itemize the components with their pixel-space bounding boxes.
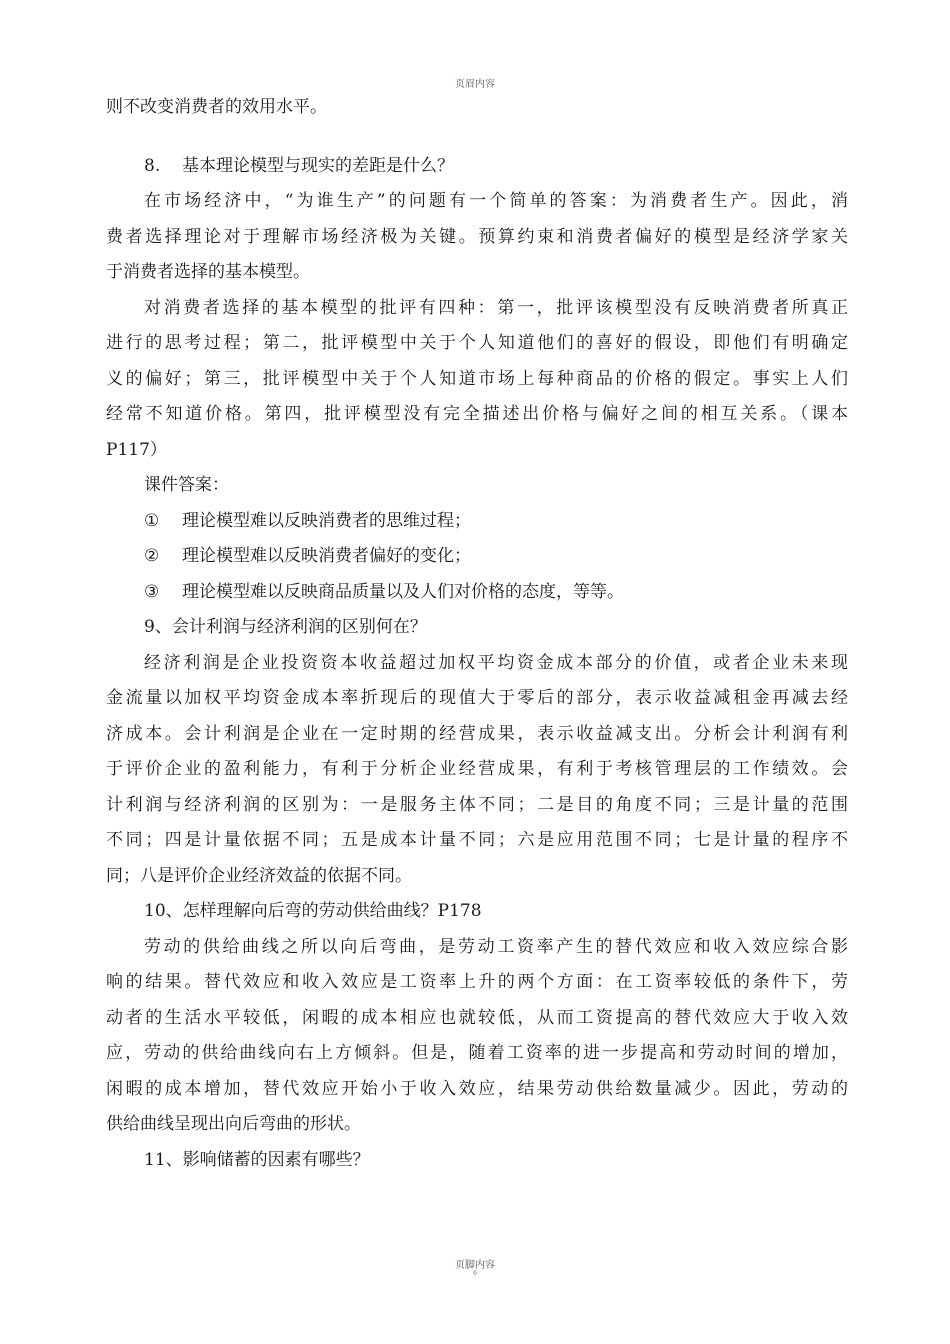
paragraph-line: 响的结果。替代效应和收入效应是工资率上升的两个方面：在工资率较低的条件下，劳 (106, 972, 848, 992)
list-item (106, 504, 848, 540)
list-item (106, 539, 848, 575)
list-item-number: ② (144, 546, 160, 566)
paragraph-line: 闲暇的成本增加，替代效应开始小于收入效应，结果劳动供给数量减少。因此，劳动的 (106, 1078, 848, 1099)
paragraph-line: 计利润与经济利润的区别为：一是服务主体不同；二是目的角度不同；三是计量的范围 (106, 794, 848, 815)
page-header: 页眉内容 (455, 79, 495, 90)
list-item-number: ③ (144, 581, 160, 602)
paragraph-line: 应，劳动的供给曲线向右上方倾斜。但是，随着工资率的进一步提高和劳动时间的增加， (106, 1043, 848, 1063)
paragraph-line: 不同；四是计量依据不同；五是成本计量不同；六是应用范围不同；七是计量的程序不 (106, 830, 848, 850)
paragraph-line: 于评价企业的盈利能力，有利于分析企业经营成果，有利于考核管理层的工作绩效。会 (106, 759, 848, 779)
question-number: 8. (144, 155, 161, 176)
paragraph-line: 则不改变消费者的效用水平。 (106, 97, 327, 117)
question-11-heading: 11、影响储蓄的因素有哪些？ (144, 1149, 370, 1170)
question-text: 基本理论模型与现实的差距是什么？ (182, 155, 454, 176)
paragraph-line: 金流量以加权平均资金成本率折现后的现值大于零后的部分，表示收益减租金再减去经 (106, 688, 848, 708)
list-item-text: 理论模型难以反映商品质量以及人们对价格的态度，等等。 (182, 581, 624, 602)
paragraph-line: 费者选择理论对于理解市场经济极为关键。预算约束和消费者偏好的模型是经济学家关 (106, 226, 848, 247)
question-8-heading (106, 149, 848, 185)
paragraph-line: 进行的思考过程；第二，批评模型中关于个人知道他们的喜好的假设，即他们有明确定 (106, 333, 848, 353)
page-footer: 页脚内容 (455, 1260, 495, 1271)
paragraph-line: 于消费者选择的基本模型。 (106, 262, 310, 282)
question-10-heading: 10、怎样理解向后弯的劳动供给曲线？P178 (144, 901, 482, 921)
list-item-number: ① (144, 510, 160, 531)
paragraph-line: 对消费者选择的基本模型的批评有四种：第一，批评该模型没有反映消费者所真正 (144, 297, 848, 318)
list-item-text: 理论模型难以反映消费者偏好的变化； (182, 546, 471, 566)
paragraph-line: 供给曲线呈现出向后弯曲的形状。 (106, 1114, 361, 1134)
courseware-heading: 课件答案： (144, 475, 229, 495)
paragraph-line: P117） (106, 439, 167, 460)
paragraph-line: 济成本。会计利润是企业在一定时期的经营成果，表示收益减支出。分析会计利润有利 (106, 723, 848, 744)
paragraph-line: 同；八是评价企业经济效益的依据不同。 (106, 865, 412, 886)
list-item (106, 575, 848, 611)
question-9-heading: 9、会计利润与经济利润的区别何在？ (144, 617, 427, 637)
paragraph-line: 义的偏好；第三，批评模型中关于个人知道市场上每种商品的价格的假定。事实上人们 (106, 368, 848, 389)
paragraph-line: 在市场经济中，“为谁生产”的问题有一个简单的答案：为消费者生产。因此，消 (144, 191, 848, 211)
paragraph-line: 动者的生活水平较低，闲暇的成本相应也就较低，从而工资提高的替代效应大于收入效 (106, 1007, 848, 1028)
list-item-text: 理论模型难以反映消费者的思维过程； (182, 510, 471, 531)
page-body (106, 90, 848, 1178)
paragraph-line: 经常不知道价格。第四，批评模型没有完全描述出价格与偏好之间的相互关系。（课本 (106, 404, 848, 424)
page-number: 6 (473, 1270, 477, 1277)
paragraph-line: 经济利润是企业投资资本收益超过加权平均资金成本部分的价值，或者企业未来现 (144, 652, 848, 673)
paragraph-line: 劳动的供给曲线之所以向后弯曲，是劳动工资率产生的替代效应和收入效应综合影 (144, 936, 848, 957)
